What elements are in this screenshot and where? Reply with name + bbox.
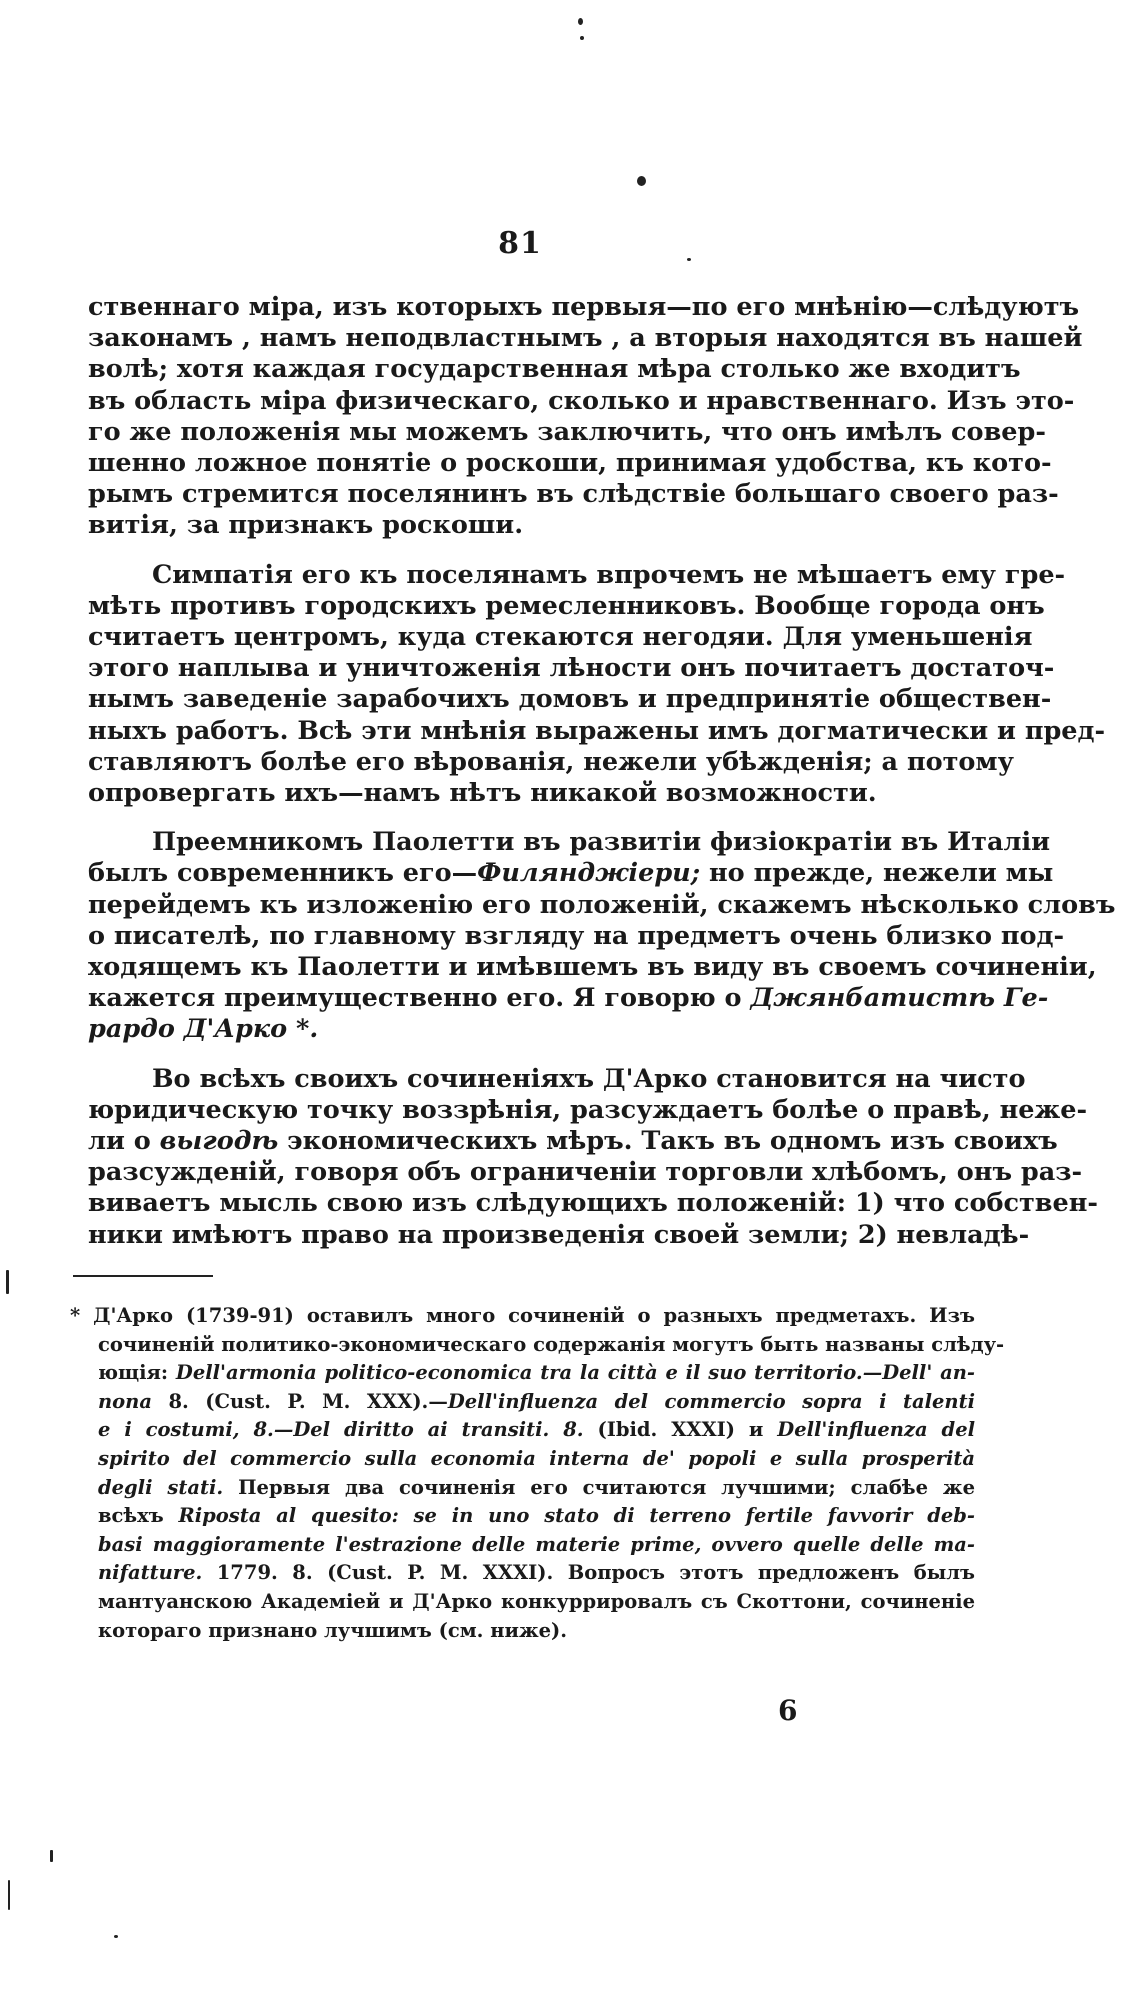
text-segment: 1779. 8. (Cust. P. M. XXXI). Вопросъ этотъ предложенъ былъ: [202, 1561, 975, 1585]
footnote-line: мантуанскою Академіей и Д'Арко конкуррировалъ съ Скоттони, сочиненіе: [98, 1589, 975, 1613]
work-title: nifatture.: [98, 1561, 203, 1585]
footnote-line: basi maggioramente l'estrazione delle materie prime, ovvero quelle delle ma-: [98, 1532, 975, 1556]
text-segment: но прежде, нежели мы: [700, 858, 1054, 889]
text-line: ходящемъ къ Паолетти и имѣвшемъ въ виду въ своемъ сочиненіи,: [88, 952, 1097, 983]
page-number: 81: [498, 226, 542, 261]
paragraph-3: [88, 827, 1116, 1045]
text-line: виваетъ мысль свою изъ слѣдующихъ положеній: 1) что собствен-: [88, 1188, 1098, 1219]
ink-speck: [580, 36, 584, 40]
text-line: разсужденій, говоря объ ограниченіи торговли хлѣбомъ, онъ раз-: [88, 1157, 1083, 1188]
text-line: въ область міра физическаго, сколько и нравственнаго. Изъ это-: [88, 385, 1075, 416]
text-line: [88, 1126, 1058, 1157]
emphasis-word: выгодѣ: [159, 1126, 279, 1157]
text-line: шенно ложное понятіе о роскоши, принимая удобства, къ кото-: [88, 448, 1052, 479]
text-line: о писателѣ, по главному взгляду на предметъ очень близко под-: [88, 920, 1065, 951]
footnote-line: [70, 1559, 975, 1588]
text-line: волѣ; хотя каждая государственная мѣра столько же входитъ: [88, 354, 1021, 385]
text-segment: ли о: [88, 1126, 160, 1157]
text-line: Преемникомъ Паолетти въ развитіи физіократіи въ Италіи: [152, 827, 1051, 858]
footnote-line: [70, 1388, 975, 1417]
text-line: юридическую точку воззрѣнія, разсуждаетъ болѣе о правѣ, неже-: [88, 1094, 1088, 1125]
text-line: перейдемъ къ изложенію его положеній, скажемъ нѣсколько словъ: [88, 889, 1116, 920]
text-line: ственнаго міра, изъ которыхъ первыя—по его мнѣнію—слѣдуютъ: [88, 292, 1080, 322]
text-segment: всѣхъ: [98, 1504, 179, 1528]
footnote-line: [70, 1359, 975, 1388]
text-line: ники имѣютъ право на произведенія своей земли; 2) невладѣ-: [88, 1219, 1030, 1250]
text-line: ставляютъ болѣе его вѣрованія, нежели убѣжденія; а потому: [88, 746, 1014, 777]
text-line: витія, за признакъ роскоши.: [88, 510, 524, 541]
ink-speck: [6, 1270, 9, 1294]
main-text: [88, 292, 1116, 1251]
text-line: рардо Д'Арко *.: [88, 1014, 319, 1045]
work-title: degli stati.: [98, 1475, 224, 1499]
text-segment: былъ современникъ его—: [88, 858, 478, 889]
ink-speck: [578, 18, 583, 25]
text-segment: (Ibid. XXXI) и: [583, 1418, 778, 1442]
work-title: Dell'armonia politico-economica tra la città e il suo territorio.—Dell' an-: [175, 1361, 975, 1385]
footnote-line: [70, 1416, 975, 1445]
paragraph-2: [88, 559, 1106, 810]
ink-speck: [50, 1850, 53, 1862]
text-line: мѣть противъ городскихъ ремесленниковъ. Вообще города онъ: [88, 590, 1045, 621]
paragraph-1: [88, 292, 1083, 542]
work-title: Dell'influenza del commercio sopra i talenti: [447, 1389, 975, 1413]
work-title: e i costumi, 8.—Del diritto ai transiti. 8.: [98, 1418, 584, 1442]
footnote-line: [70, 1474, 975, 1503]
text-line: Симпатія его къ поселянамъ впрочемъ не мѣшаетъ ему гре-: [152, 559, 1066, 590]
footnote-divider: [73, 1275, 213, 1277]
work-title: nona: [98, 1389, 152, 1413]
footnote-line: сочиненій политико-экономическаго содержанія могутъ быть названы слѣду-: [98, 1332, 1005, 1356]
footnote-line: * Д'Арко (1739-91) оставилъ много сочиненій о разныхъ предметахъ. Изъ: [70, 1304, 975, 1327]
text-segment: 8. (Cust. P. M. XXX).—: [152, 1389, 448, 1413]
footnote-line: spirito del commercio sulla economia interna de' popoli e sulla prosperità: [98, 1446, 975, 1470]
paragraph-4: [88, 1063, 1098, 1251]
text-line: опровергать ихъ—намъ нѣтъ никакой возможности.: [88, 778, 877, 809]
signature-mark: 6: [778, 1694, 798, 1727]
text-segment: кажется преимущественно его. Я говорю о: [88, 983, 751, 1014]
text-line: го же положенія мы можемъ заключить, что онъ имѣлъ совер-: [88, 416, 1046, 447]
ink-speck: [8, 1880, 10, 1910]
footnote: [70, 1302, 1005, 1645]
text-line: нымъ заведеніе зарабочихъ домовъ и предпринятіе обществен-: [88, 684, 1052, 715]
text-segment: Первыя два сочиненія его считаются лучшими; слабѣе же: [223, 1475, 975, 1499]
text-line: считаетъ центромъ, куда стекаются негодяи. Для уменьшенія: [88, 622, 1033, 653]
text-line: рымъ стремится поселянинъ въ слѣдствіе большаго своего раз-: [88, 479, 1059, 510]
text-line: ныхъ работъ. Всѣ эти мнѣнія выражены имъ догматически и пред-: [88, 715, 1106, 746]
text-line: этого наплыва и уничтоженія лѣности онъ почитаетъ достаточ-: [88, 653, 1055, 684]
text-segment: экономическихъ мѣръ. Такъ въ одномъ изъ своихъ: [278, 1126, 1058, 1157]
author-name-gerardo: Джянбатистѣ Ге-: [750, 983, 1049, 1014]
footnote-line: котораго признано лучшимъ (см. ниже).: [98, 1618, 568, 1642]
footnote-line: [70, 1502, 975, 1531]
ink-speck: [637, 176, 646, 186]
author-name-filangieri: Филянджіери;: [477, 858, 701, 889]
text-segment: ющія:: [98, 1361, 176, 1385]
text-line: Во всѣхъ своихъ сочиненіяхъ Д'Арко становится на чисто: [152, 1063, 1026, 1094]
text-line: законамъ , намъ неподвластнымъ , а вторыя находятся въ нашей: [88, 323, 1083, 354]
work-title: Riposta al quesito: se in uno stato di terreno fertile favvorir deb-: [178, 1504, 975, 1528]
text-line: [88, 983, 1049, 1014]
ink-speck: [114, 1935, 118, 1938]
ink-speck: [687, 258, 691, 261]
work-title: Dell'influenza del: [777, 1418, 976, 1442]
text-line: [88, 858, 1054, 889]
